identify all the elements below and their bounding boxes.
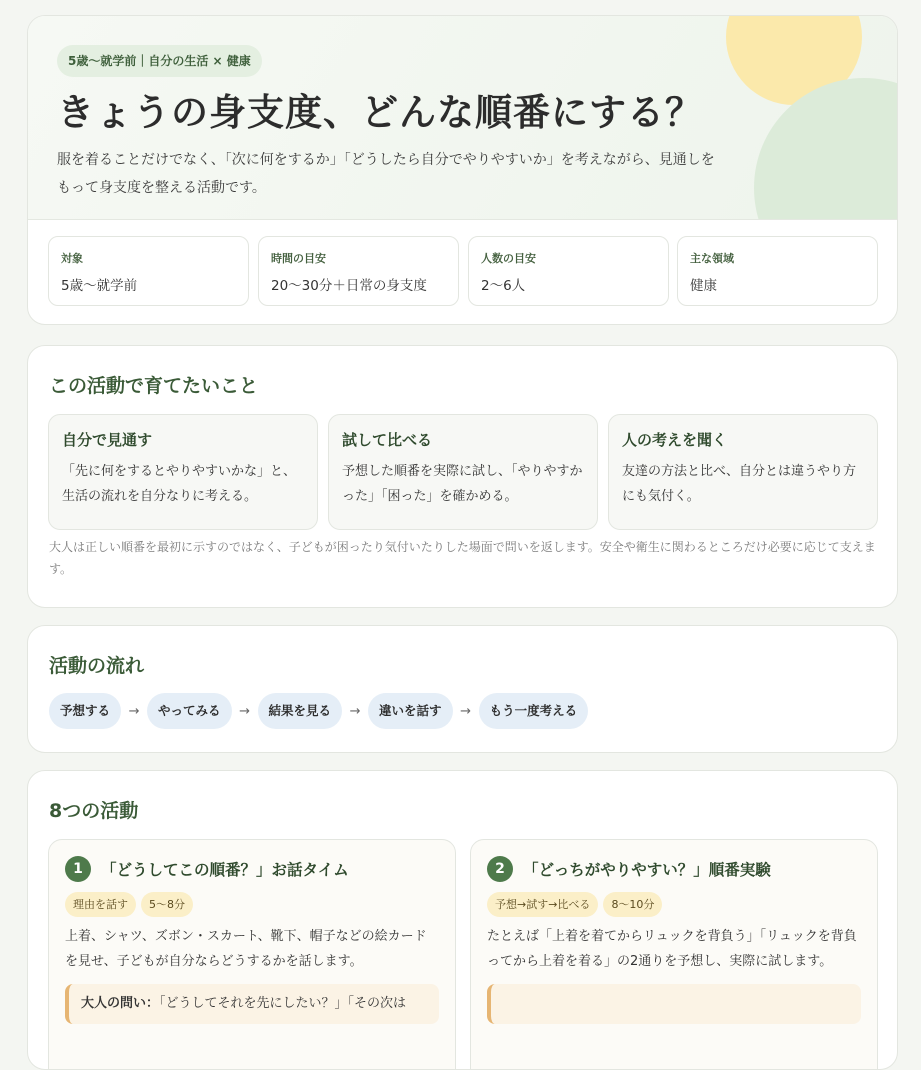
- flow-step: 予想する: [49, 693, 121, 729]
- age-domain-badge: 5歳〜就学前｜自分の生活 × 健康: [57, 45, 262, 77]
- overview-card: [27, 15, 898, 325]
- activity-tag: 予想→試す→比べる: [487, 892, 598, 917]
- section-title-activities: 8つの活動: [49, 800, 139, 822]
- activity-number: 2: [487, 856, 513, 882]
- meta-value: 20〜30分＋日常の身支度: [271, 278, 427, 294]
- activity-card: [48, 839, 456, 1070]
- flow-step: 違いを話す: [368, 693, 453, 729]
- page-lead: 服を着ることだけでなく、「次に何をするか」「どうしたら自分でやりやすいか」を考えながら、見通しをもって身支度を整える活動です。: [57, 152, 715, 196]
- flow-steps: [49, 693, 588, 729]
- flow-step: やってみる: [147, 693, 232, 729]
- activity-number: 1: [65, 856, 91, 882]
- meta-domain: [677, 236, 878, 306]
- activity-description: たとえば「上着を着てからリュックを背負う」「リュックを背負ってから上着を着る」の2通りを予想し、実際に試します。: [487, 929, 857, 969]
- activity-header: [487, 856, 861, 882]
- adult-question: [65, 984, 439, 1024]
- flow-card: [27, 625, 898, 753]
- meta-label: 対象: [61, 252, 83, 265]
- page-title: きょうの身支度、どんな順番にする？: [57, 91, 703, 134]
- meta-value: 2〜6人: [481, 278, 526, 294]
- meta-value: 健康: [690, 278, 717, 294]
- hero-banner: [28, 16, 897, 220]
- activity-tags: [65, 892, 439, 917]
- goals-note: 大人は正しい順番を最初に示すのではなく、子どもが困ったり気付いたりした場面で問いを返します。安全や衛生に関わるところだけ必要に応じて支えます。: [49, 540, 876, 576]
- adult-question: [487, 984, 861, 1024]
- goal-title: 試して比べる: [342, 431, 433, 449]
- meta-label: 主な領域: [690, 252, 734, 265]
- meta-label: 人数の目安: [481, 252, 536, 265]
- goals-card: [27, 345, 898, 608]
- arrow-right-icon: →: [128, 703, 140, 719]
- activity-title: 「どっちがやりやすい？」順番実験: [523, 861, 771, 879]
- question-label: 大人の問い：: [81, 996, 160, 1011]
- meta-time: [258, 236, 459, 306]
- activity-tag: 5〜8分: [141, 892, 193, 917]
- goal-title: 人の考えを聞く: [622, 431, 728, 449]
- goal-item: [608, 414, 878, 530]
- goal-text: 「先に何をするとやりやすいかな」と、生活の流れを自分なりに考える。: [62, 464, 297, 504]
- section-title-goals: この活動で育てたいこと: [49, 375, 259, 397]
- activity-tag: 理由を話す: [65, 892, 136, 917]
- meta-label: 時間の目安: [271, 252, 326, 265]
- flow-step: もう一度考える: [479, 693, 589, 729]
- meta-group-size: [468, 236, 669, 306]
- goal-title: 自分で見通す: [62, 431, 153, 449]
- arrow-right-icon: →: [349, 703, 361, 719]
- section-title-flow: 活動の流れ: [49, 655, 145, 677]
- question-text: 「どうしてそれを先にしたい？」「その次は: [159, 996, 407, 1011]
- goal-item: [328, 414, 598, 530]
- activity-header: [65, 856, 439, 882]
- activity-tag: 8〜10分: [603, 892, 662, 917]
- activity-description: 上着、シャツ、ズボン・スカート、靴下、帽子などの絵カードを見せ、子どもが自分ならどうするかを話します。: [65, 929, 427, 969]
- goal-item: [48, 414, 318, 530]
- flow-step: 結果を見る: [258, 693, 343, 729]
- activities-card: [27, 770, 898, 1070]
- goal-text: 友達の方法と比べ、自分とは違うやり方にも気付く。: [622, 464, 857, 504]
- activity-title: 「どうしてこの順番？」お話タイム: [101, 861, 349, 879]
- activity-tags: [487, 892, 861, 917]
- arrow-right-icon: →: [460, 703, 472, 719]
- arrow-right-icon: →: [239, 703, 250, 719]
- activity-card: [470, 839, 878, 1070]
- goal-text: 予想した順番を実際に試し、「やりやすかった」「困った」を確かめる。: [342, 464, 583, 504]
- meta-value: 5歳〜就学前: [61, 278, 138, 294]
- meta-target: [48, 236, 249, 306]
